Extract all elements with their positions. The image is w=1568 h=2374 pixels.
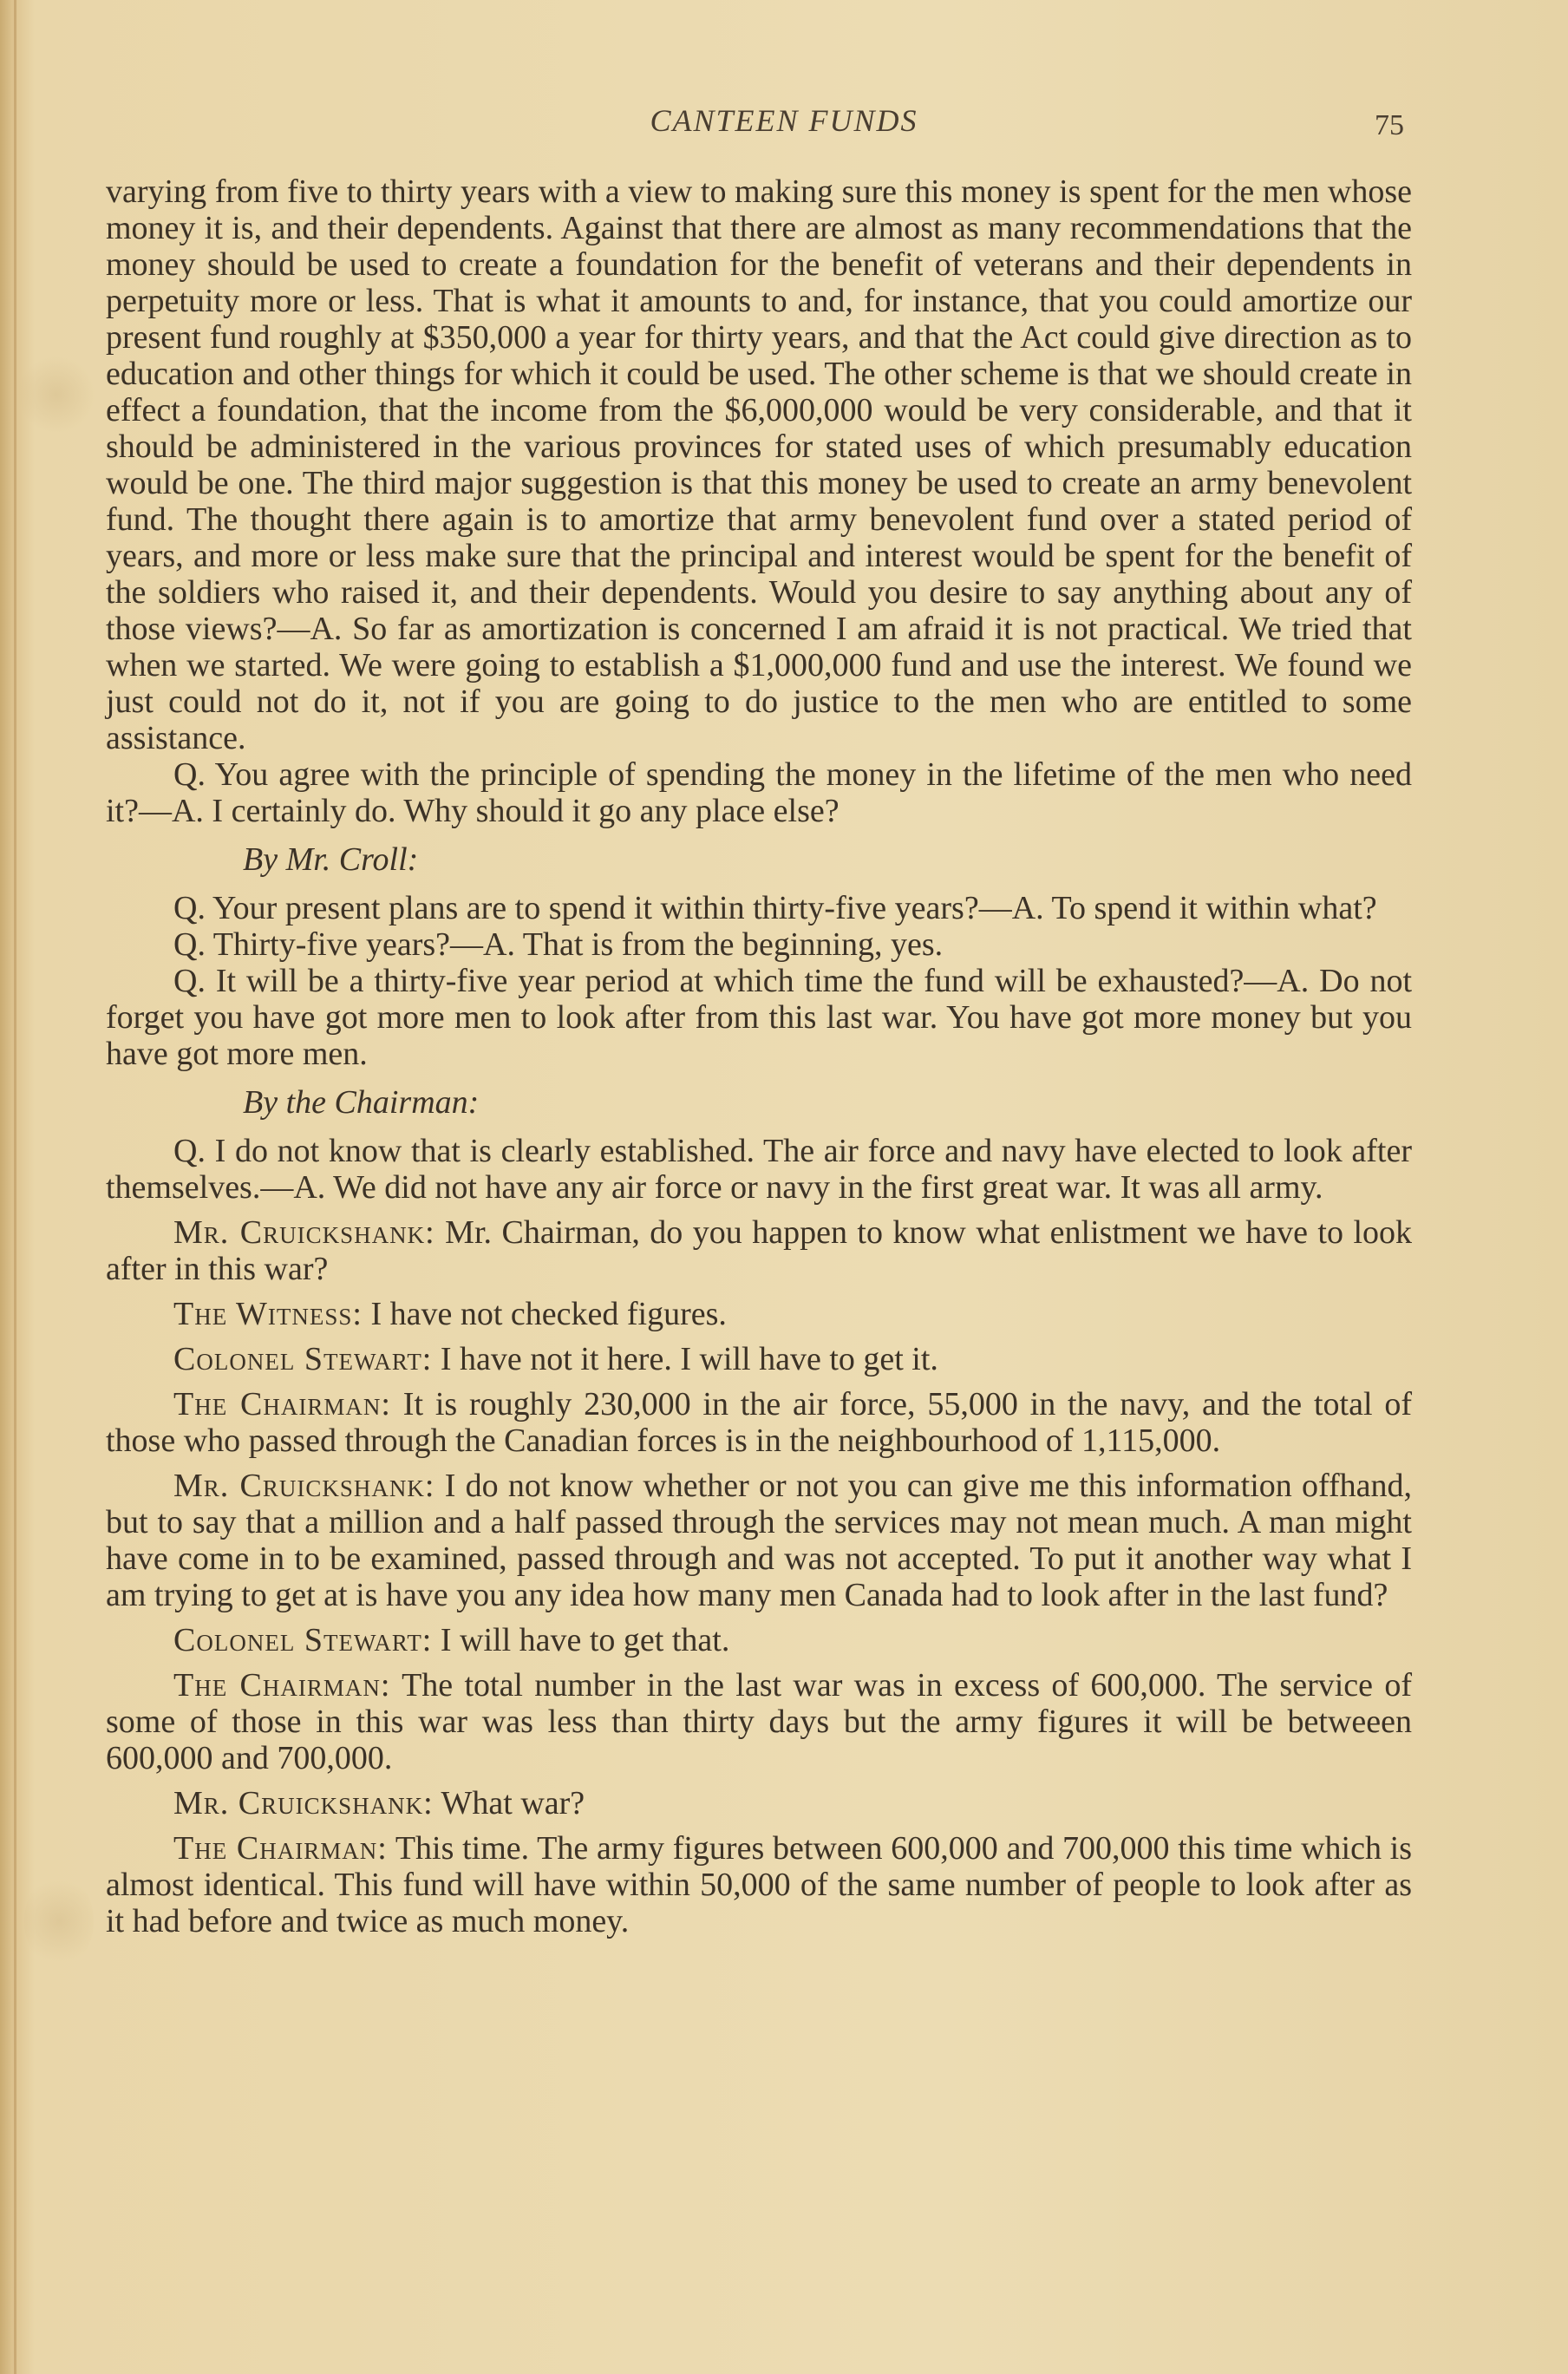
paper-stain <box>24 1874 94 1969</box>
section-heading: By Mr. Croll: <box>243 841 419 878</box>
speaker-name: The Chairman: <box>173 1830 388 1867</box>
page-body <box>106 173 1412 1939</box>
dialogue-paragraph <box>106 1468 1412 1613</box>
dialogue-paragraph <box>106 1830 1412 1939</box>
speaker-name: Colonel Stewart: <box>173 1341 433 1377</box>
paper-stain <box>17 356 95 434</box>
paragraph: Q. I do not know that is clearly established. The air force and navy have elected to look after themselves.—A. We did not have any air force or navy in the first great war. It was all army. <box>106 1133 1412 1206</box>
dialogue-paragraph <box>106 1296 1412 1332</box>
dialogue-paragraph <box>106 1785 1412 1821</box>
speaker-text: It is roughly 230,000 in the air force, 55,000 in the navy, and the total of those who passed through the Canadian forces is in the neighbourhood of 1,115,000. <box>106 1386 1413 1459</box>
speaker-name: Mr. Cruickshank: <box>173 1468 435 1504</box>
speaker-name: The Witness: <box>173 1296 363 1332</box>
speaker-text: What war? <box>441 1785 585 1821</box>
paragraph: Q. You agree with the principle of spending the money in the lifetime of the men who need it?—A. I certainly do. Why should it go any place else? <box>106 756 1412 829</box>
speaker-name: Mr. Cruickshank: <box>173 1785 434 1821</box>
speaker-name: The Chairman: <box>173 1386 391 1422</box>
paragraph: Q. Your present plans are to spend it within thirty-five years?—A. To spend it within what? <box>173 890 1377 926</box>
speaker-text: Mr. Chairman, do you happen to know what enlistment we have to look after in this war? <box>106 1214 1412 1287</box>
section-heading: By the Chairman: <box>243 1084 480 1121</box>
speaker-text: I do not know whether or not you can give me this information offhand, but to say that a million and a half passed through the services may not mean much. A man might have come in to be examined, passed through and was not accepted. To put it another way what I am trying to get at is have you any idea how many men Canada had to look after in the last fund? <box>106 1468 1413 1613</box>
dialogue-paragraph <box>106 1341 1412 1377</box>
speaker-text: I have not it here. I will have to get it. <box>440 1341 938 1377</box>
running-head <box>0 102 1568 146</box>
speaker-name: Colonel Stewart: <box>173 1622 433 1658</box>
paragraph: Q. Thirty-five years?—A. That is from the beginning, yes. <box>173 926 944 963</box>
dialogue-paragraph <box>106 1214 1412 1287</box>
dialogue-paragraph <box>106 1622 1412 1658</box>
dialogue-paragraph <box>106 1386 1412 1459</box>
paragraph: Q. It will be a thirty-five year period at which time the fund will be exhausted?—A. Do not forget you have got more men to look after from this last war. You have got more money but you have got more men. <box>106 963 1412 1072</box>
page-gutter-edge <box>14 0 16 2374</box>
speaker-text: This time. The army figures between 600,000 and 700,000 this time which is almost identical. This fund will have within 50,000 of the same number of people to look after as it had before and twice as much money. <box>106 1830 1412 1939</box>
speaker-name: The Chairman: <box>173 1667 391 1704</box>
dialogue-paragraph <box>106 1667 1412 1776</box>
running-title: CANTEEN FUNDS <box>650 103 918 138</box>
speaker-text: I have not checked figures. <box>370 1296 727 1332</box>
speaker-text: The total number in the last war was in excess of 600,000. The service of some of those in this war was less than thirty days but the army figures it will be betweeen 600,000 and 700,000. <box>106 1667 1412 1776</box>
speaker-text: I will have to get that. <box>440 1622 730 1658</box>
paragraph: varying from five to thirty years with a view to making sure this money is spent for the men whose money it is, and their dependents. Against that there are almost as many recommendations that the money should be used to create a foundation for the benefit of veterans and their dependents in perpetuity more or less. That is what it amounts to and, for instance, that you could amortize our present fund roughly at $350,000 a year for thirty years, and that the Act could give direction as to education and other things for which it could be used. The other scheme is that we should create in effect a foundation, that the income from the $6,000,000 would be very considerable, and that it should be administered in the various provinces for stated uses of which presumably education would be one. The third major suggestion is that this money be used to create an army benevolent fund. The thought there again is to amortize that army benevolent fund over a stated period of years, and more or less make sure that the principal and interest would be spent for the benefit of the soldiers who raised it, and their dependents. Would you desire to say anything about any of those views?—A. So far as amortization is concerned I am afraid it is not practical. We tried that when we started. We were going to establish a $1,000,000 fund and use the interest. We found we just could not do it, not if you are going to do justice to the men who are entitled to some assistance. <box>106 173 1412 756</box>
page-number: 75 <box>1375 109 1404 141</box>
speaker-name: Mr. Cruickshank: <box>173 1214 435 1251</box>
